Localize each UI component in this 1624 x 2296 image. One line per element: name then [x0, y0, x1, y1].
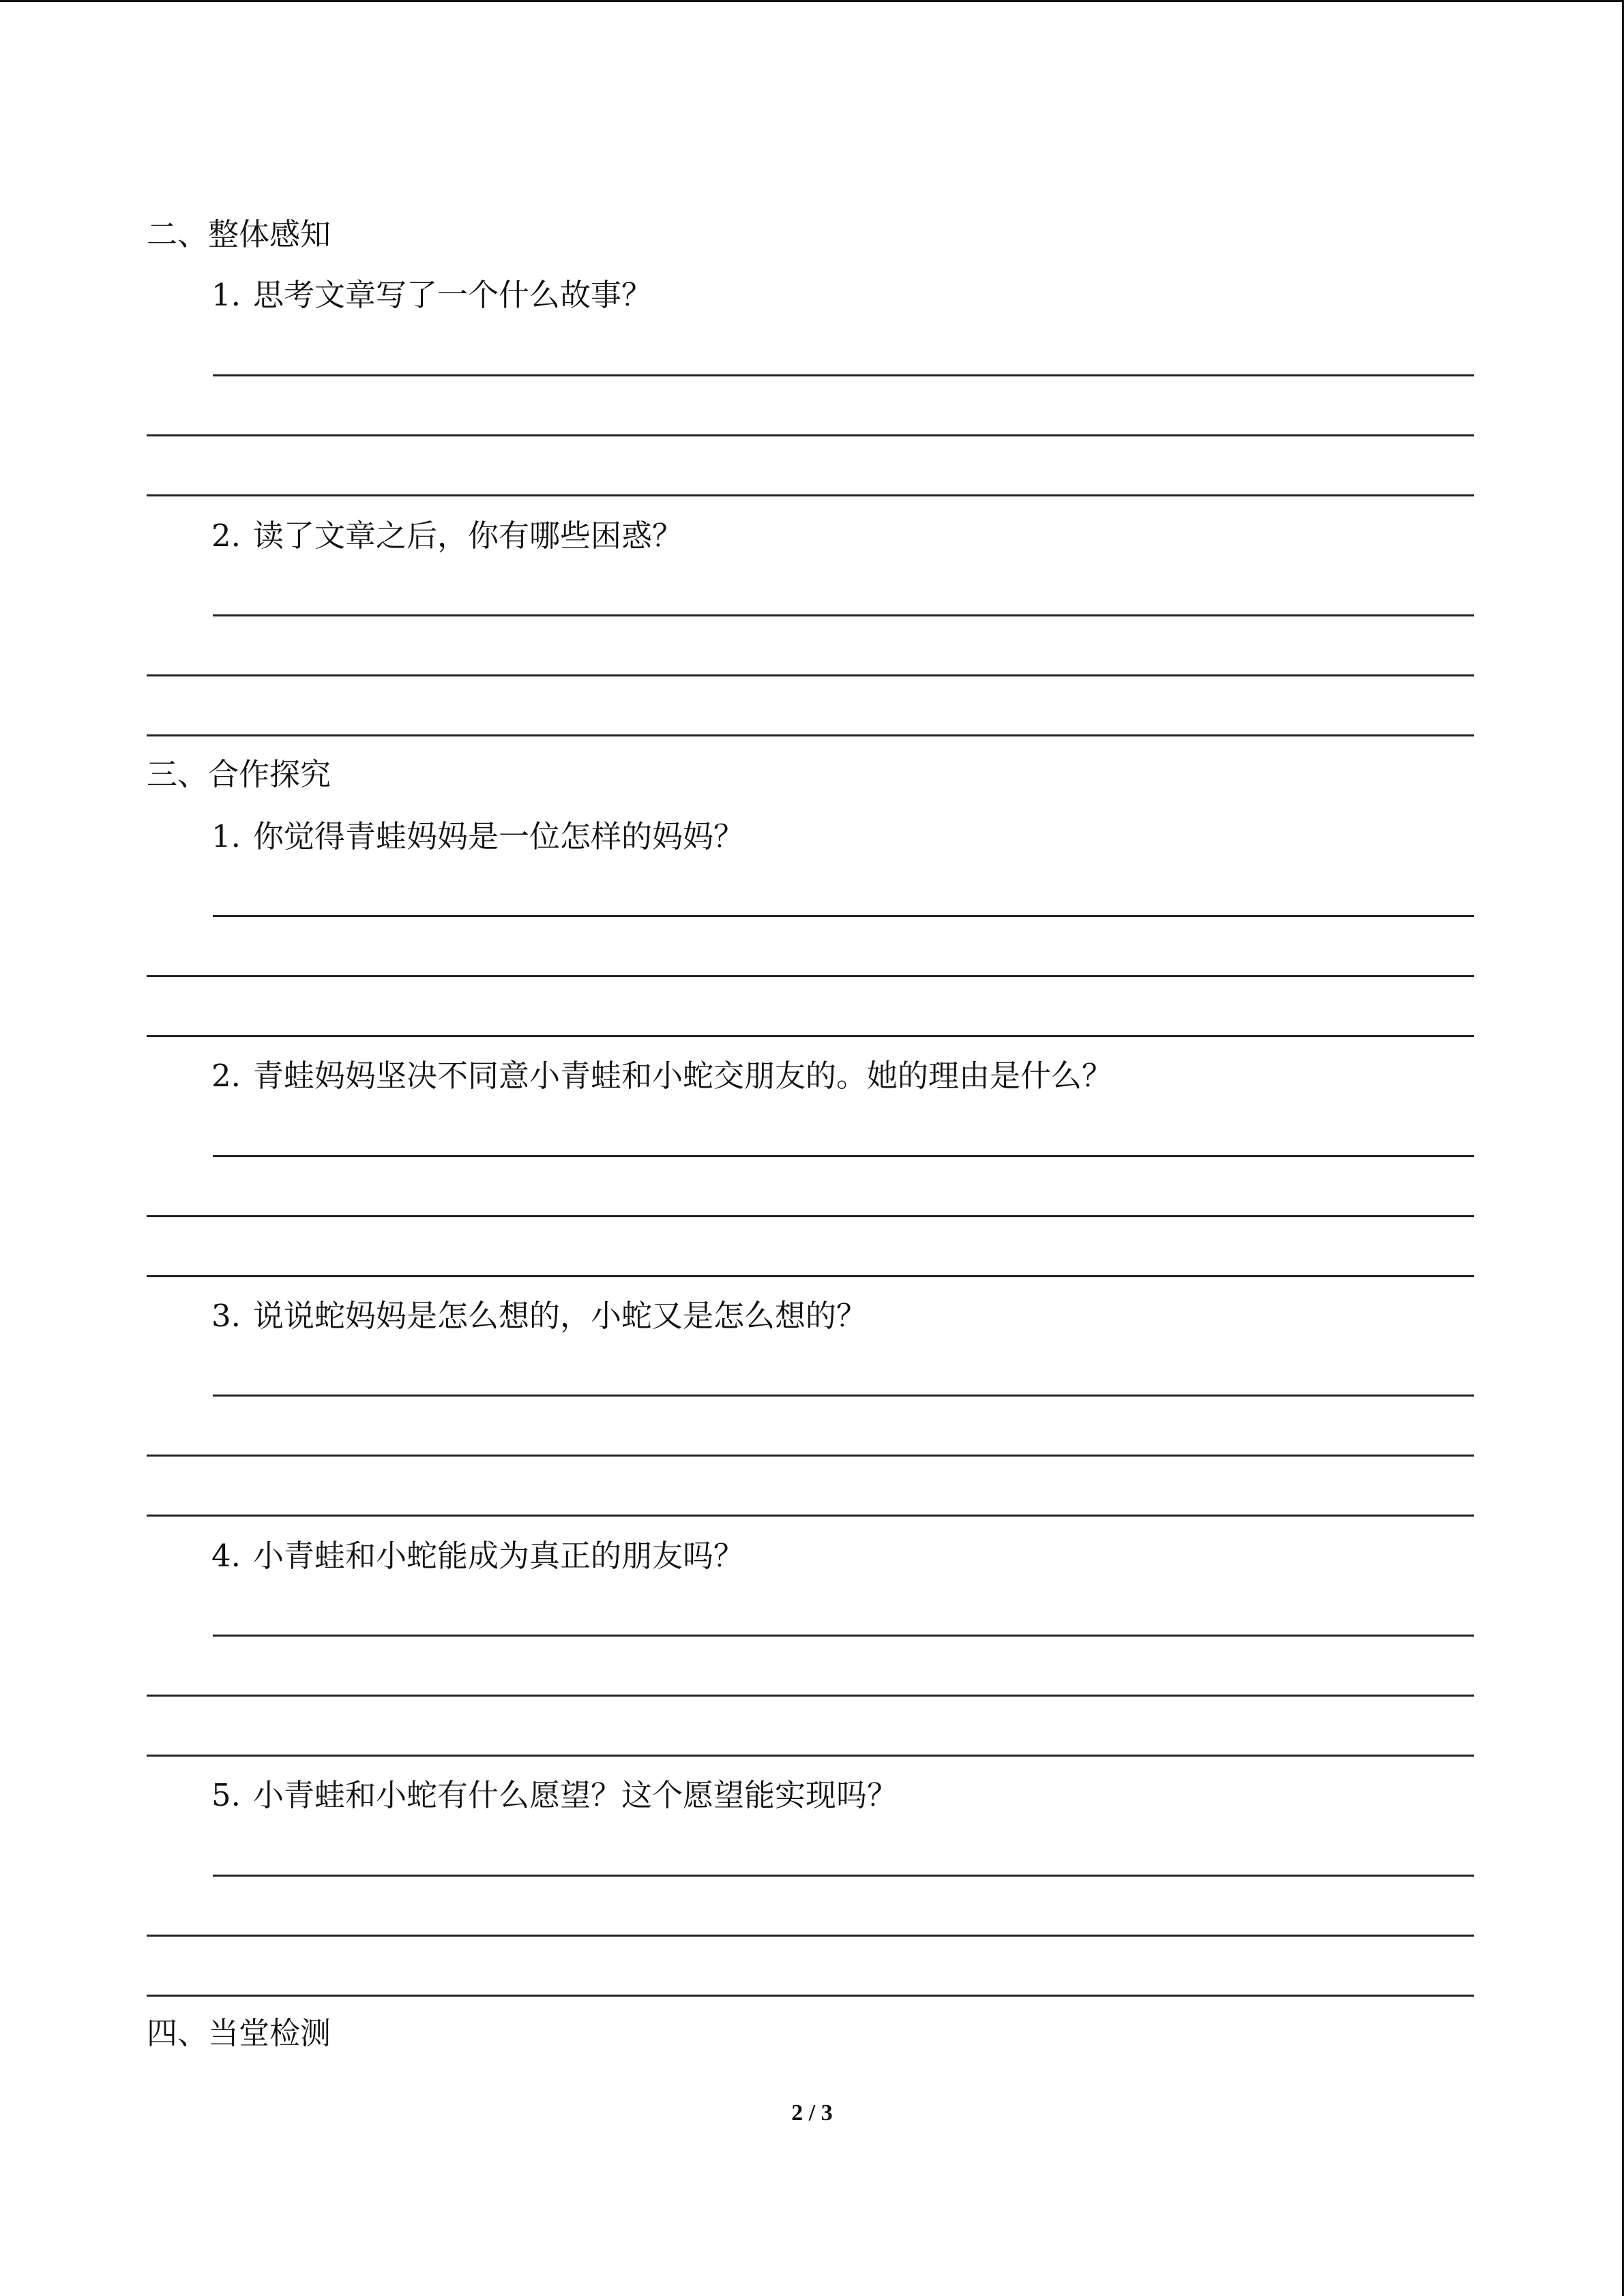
question-number: 2. — [211, 1058, 241, 1094]
question-3-5 — [211, 1775, 898, 1816]
question-3-2 — [211, 1056, 1112, 1097]
question-text: 小青蛙和小蛇有什么愿望？这个愿望能实现吗？ — [252, 1777, 898, 1813]
question-number: 3. — [211, 1298, 241, 1334]
answer-line[interactable] — [147, 1755, 1474, 1757]
question-text: 思考文章写了一个什么故事？ — [252, 277, 652, 313]
answer-line[interactable] — [147, 1215, 1474, 1217]
question-3-4 — [211, 1536, 744, 1577]
question-number: 4. — [211, 1538, 241, 1574]
answer-line[interactable] — [147, 1515, 1474, 1517]
question-text: 你觉得青蛙妈妈是一位怎样的妈妈？ — [252, 818, 744, 854]
answer-line[interactable] — [147, 1935, 1474, 1937]
answer-line[interactable] — [147, 734, 1474, 736]
answer-line[interactable] — [213, 1875, 1474, 1877]
question-text: 说说蛇妈妈是怎么想的，小蛇又是怎么想的？ — [252, 1298, 867, 1334]
page-number: 2 / 3 — [791, 2100, 833, 2126]
answer-line[interactable] — [213, 915, 1474, 917]
question-number: 2. — [211, 518, 241, 554]
answer-line[interactable] — [147, 975, 1474, 977]
question-number: 5. — [211, 1777, 241, 1813]
answer-line[interactable] — [147, 1035, 1474, 1037]
section-heading-cooperative-inquiry: 三、合作探究 — [147, 756, 331, 792]
answer-line[interactable] — [213, 614, 1474, 616]
answer-line[interactable] — [213, 1635, 1474, 1637]
question-2-1 — [211, 275, 652, 316]
question-text: 读了文章之后，你有哪些困惑？ — [252, 518, 683, 554]
answer-line[interactable] — [213, 1395, 1474, 1397]
answer-line[interactable] — [147, 1455, 1474, 1457]
answer-line[interactable] — [147, 1995, 1474, 1997]
answer-line[interactable] — [147, 434, 1474, 436]
question-number: 1. — [211, 277, 241, 313]
question-2-2 — [211, 516, 683, 556]
question-text: 青蛙妈妈坚决不同意小青蛙和小蛇交朋友的。她的理由是什么？ — [252, 1058, 1112, 1094]
answer-line[interactable] — [147, 1275, 1474, 1277]
section-heading-classroom-test: 四、当堂检测 — [147, 2015, 331, 2051]
section-heading-overall-perception: 二、整体感知 — [147, 216, 331, 252]
question-3-3 — [211, 1296, 867, 1337]
question-number: 1. — [211, 818, 241, 854]
question-3-1 — [211, 816, 744, 857]
answer-line[interactable] — [213, 1155, 1474, 1157]
question-text: 小青蛙和小蛇能成为真正的朋友吗？ — [252, 1538, 744, 1574]
answer-line[interactable] — [147, 1695, 1474, 1697]
answer-line[interactable] — [213, 374, 1474, 376]
answer-line[interactable] — [147, 674, 1474, 676]
answer-line[interactable] — [147, 494, 1474, 496]
